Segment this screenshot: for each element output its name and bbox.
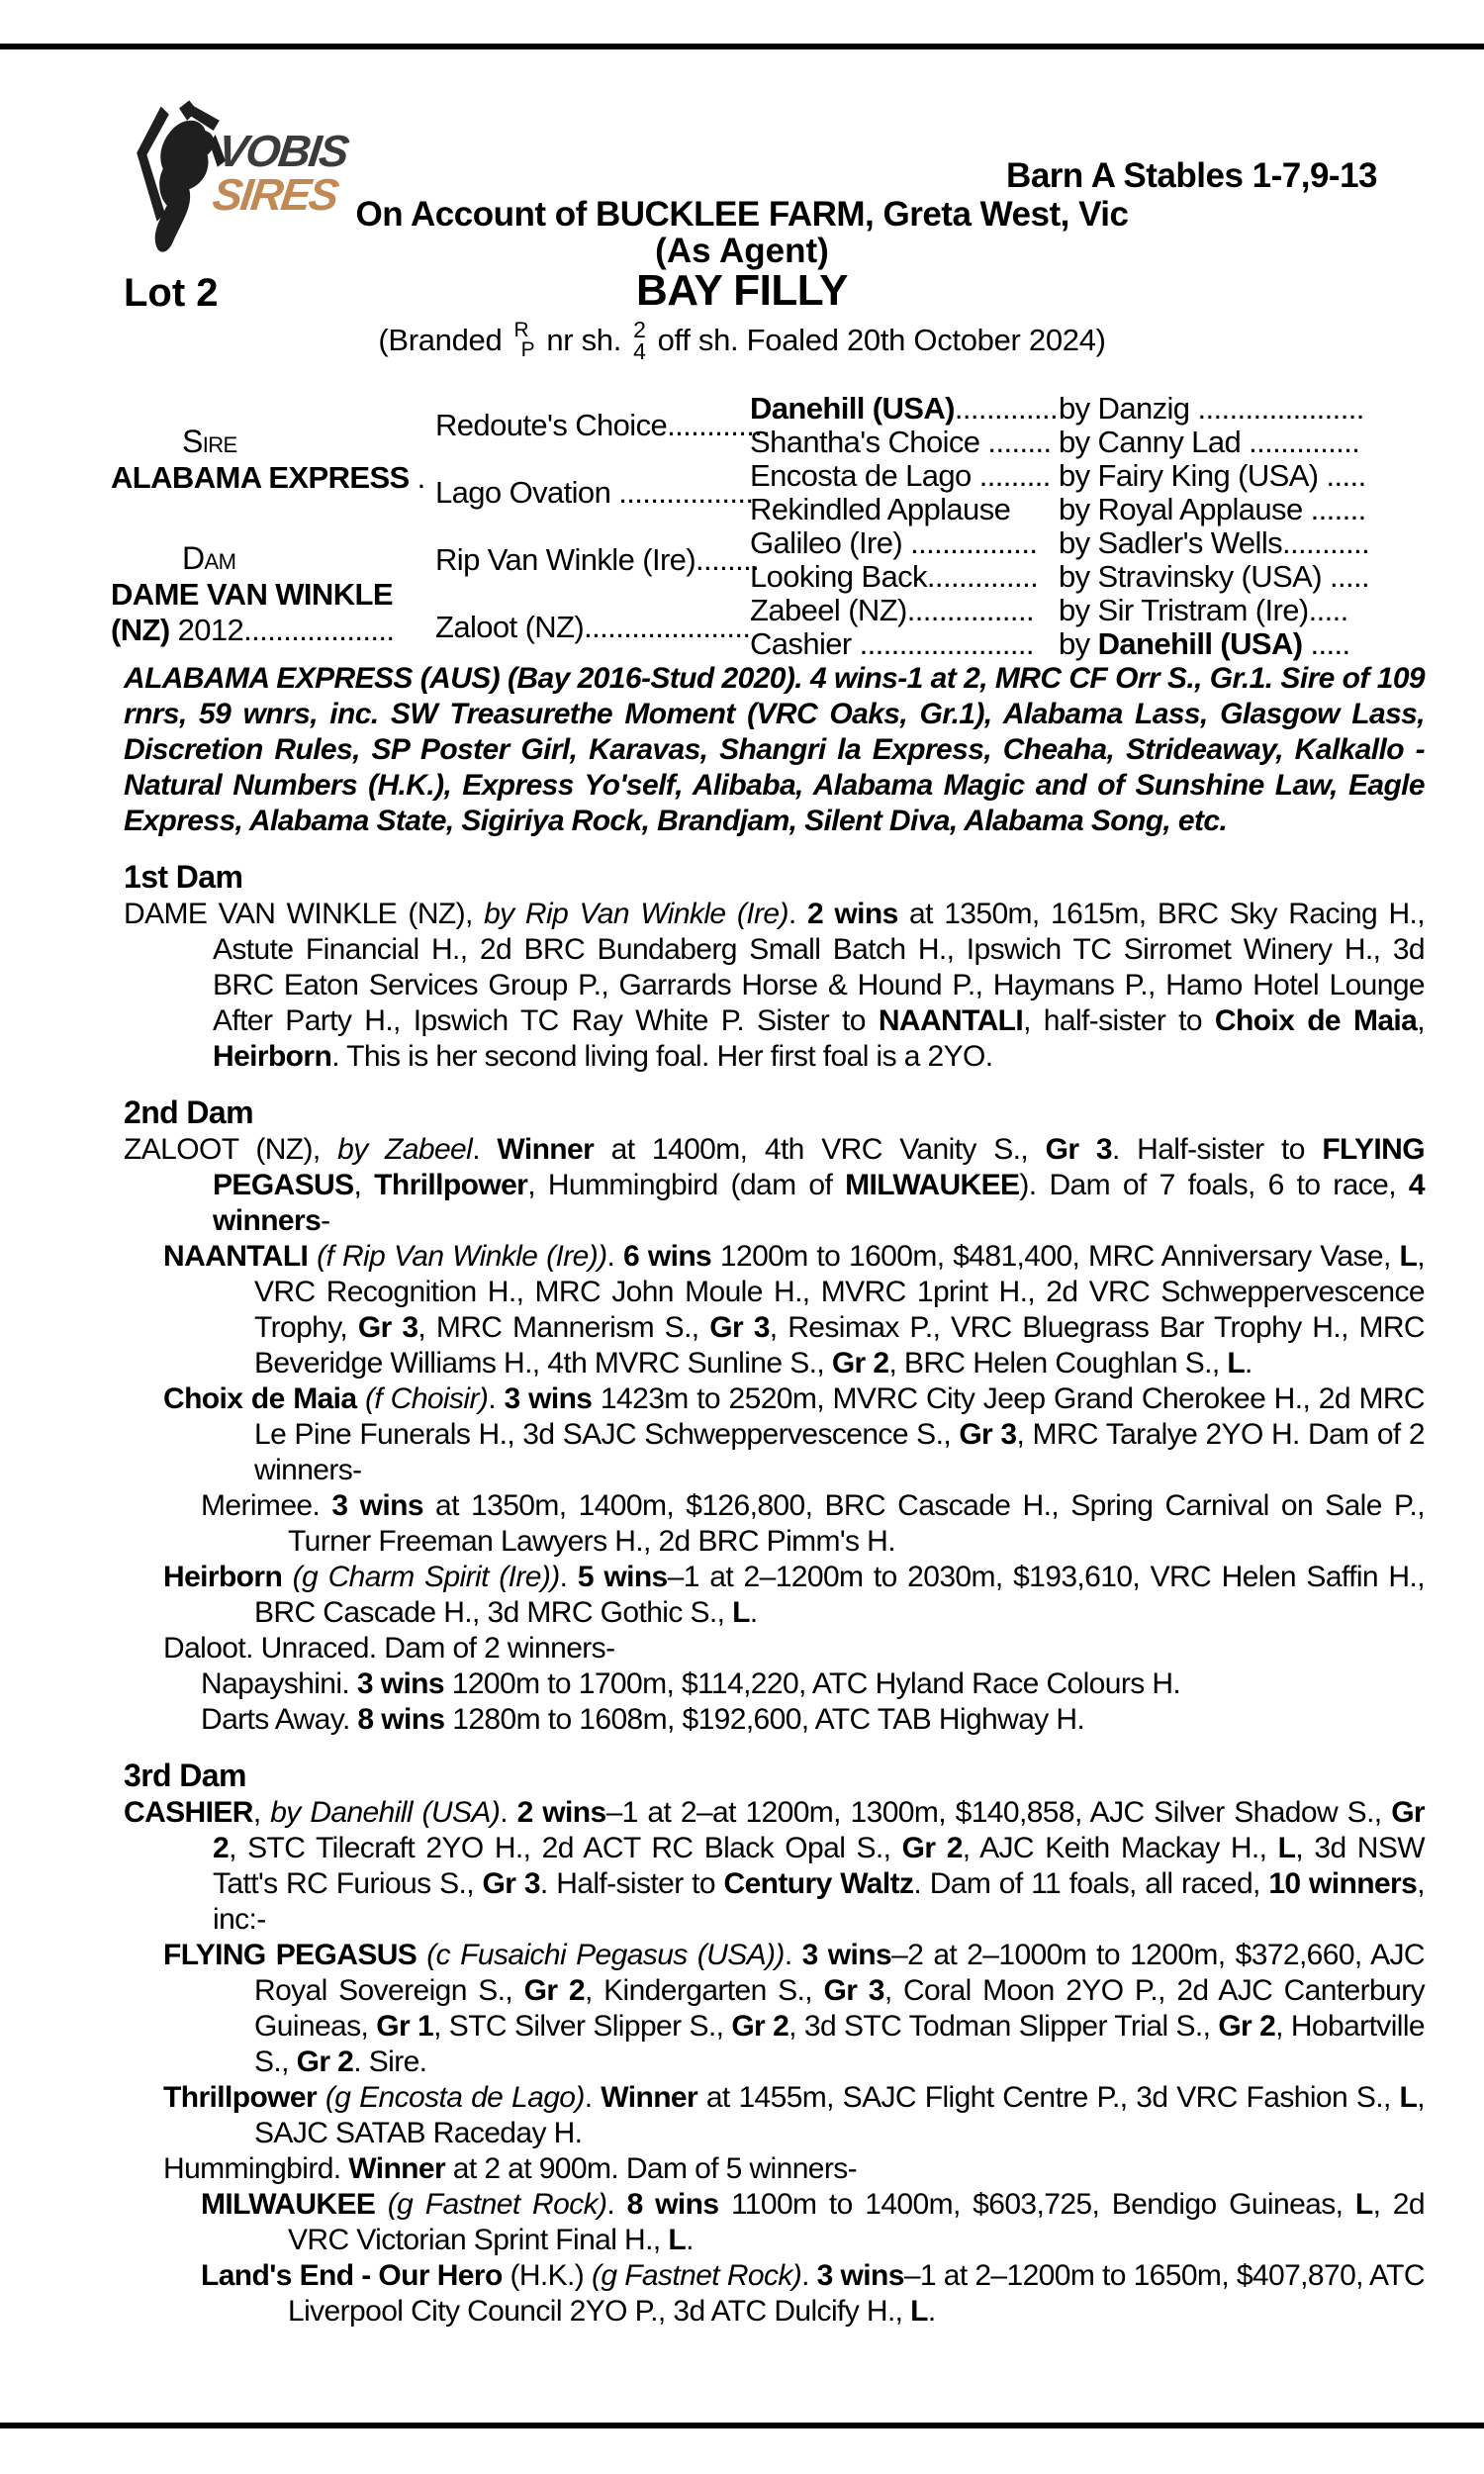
ancestor-name: Shantha's Choice ........ <box>750 425 1052 459</box>
second-dam-heading: 2nd Dam <box>124 1094 253 1130</box>
ancestor-name: Galileo (Ire) ................ <box>750 525 1038 560</box>
branding-line <box>0 319 1484 362</box>
ancestor-name: Encosta de Lago ......... <box>750 458 1051 493</box>
sire-block <box>111 424 435 496</box>
dam-entry-heirborn: Heirborn (g Charm Spirit (Ire)). 5 wins–1 at 2–1200m to 2030m, $193,610, VRC Helen Saffin H., BRC Cascade H., 3d MRC Gothic S., L. <box>163 1561 1425 1629</box>
ancestor-sire: by Danzig ..................... <box>1059 391 1364 426</box>
dam-entry-lands-end: Land's End - Our Hero (H.K.) (g Fastnet Rock). 3 wins–1 at 2–1200m to 1650m, $407,870, ATC Liverpool City Council 2YO P., 3d ATC Dulcify H., L. <box>201 2259 1425 2328</box>
barn-stables-line: Barn A Stables 1-7,9-13 <box>1006 156 1377 195</box>
dam-name: DAME VAN WINKLE <box>111 576 393 612</box>
top-rule <box>0 44 1484 49</box>
third-dam-heading: 3rd Dam <box>124 1758 246 1793</box>
ancestor-sire: by Danehill (USA) ..... <box>1059 626 1350 661</box>
ancestor-sire: by Sadler's Wells........... <box>1059 525 1370 560</box>
near-shoulder-label: nr sh. <box>546 323 622 357</box>
dam-entry-dame-van-winkle: DAME VAN WINKLE (NZ), by Rip Van Winkle (Ire). 2 wins at 1350m, 1615m, BRC Sky Racing H., Astute Financial H., 2d BRC Bundaberg Small Batch H., Ipswich TC Sirromet Winery H., 3d BRC Eaton Services Group P., Garrards Horse & Hound P., Haymans P., Hamo Hotel Lounge After Party H., Ipswich TC Ray White P. Sister to NAANTALI, half-sister to Choix de Maia, Heirborn. This is her second living foal. Her first foal is a 2YO. <box>124 898 1425 1073</box>
lot-number: Lot 2 <box>124 271 219 315</box>
dam-entry-zaloot: ZALOOT (NZ), by Zabeel. Winner at 1400m, 4th VRC Vanity S., Gr 3. Half-sister to FLYING PEGASUS, Thrillpower, Hummingbird (dam of MILWAUKEE). Dam of 7 foals, 6 to race, 4 winners- <box>124 1133 1425 1237</box>
dam-entry-flying-pegasus: FLYING PEGASUS (c Fusaichi Pegasus (USA)). 3 wins–2 at 2–1000m to 1200m, $372,660, AJC Royal Sovereign S., Gr 2, Kindergarten S., Gr 3, Coral Moon 2YO P., 2d AJC Canterbury Guineas, Gr 1, STC Silver Slipper S., Gr 2, 3d STC Todman Slipper Trial S., Gr 2, Hobartville S., Gr 2. Sire. <box>163 1939 1425 2078</box>
ancestor-name: Cashier ...................... <box>750 626 1034 661</box>
bottom-rule <box>0 2423 1484 2428</box>
as-agent-line: (As Agent) <box>655 232 829 270</box>
sire-description: ALABAMA EXPRESS (AUS) (Bay 2016-Stud 2020). 4 wins-1 at 2, MRC CF Orr S., Gr.1. Sire of 109 rnrs, 59 wnrs, inc. SW Treasurethe Moment (VRC Oaks, Gr.1), Alabama Lass, Glasgow Lass, Discretion Rules, SP Poster Girl, Karavas, Shangri la Express, Cheaha, Strideaway, Kalkallo - Natural Numbers (H.K.), Express Yo'self, Alibaba, Alabama Magic and of Sunshine Law, Eagle Express, Alabama State, Sigiriya Rock, Brandjam, Silent Diva, Alabama Song, etc. <box>124 662 1425 837</box>
dam-block <box>111 540 435 648</box>
sire-name: ALABAMA EXPRESS . <box>111 459 425 495</box>
first-dam-heading: 1st Dam <box>124 859 243 895</box>
grandsire: Redoute's Choice............. <box>435 408 771 442</box>
dam-entry-darts-away: Darts Away. 8 wins 1280m to 1608m, $192,600, ATC TAB Highway H. <box>201 1703 1085 1736</box>
foaled-date: off sh. Foaled 20th October 2024) <box>657 323 1106 357</box>
off-shoulder-brand: 2 4 <box>633 317 646 364</box>
ancestor-name: Rekindled Applause <box>750 492 1011 526</box>
dam-entry-hummingbird: Hummingbird. Winner at 2 at 900m. Dam of 5 winners- <box>163 2152 858 2185</box>
vendor-account-line: On Account of BUCKLEE FARM, Greta West, Vic <box>355 195 1129 234</box>
logo-word-sires: SIRES <box>210 169 340 220</box>
dam-label: Dam <box>182 539 236 576</box>
ancestor-sire: by Royal Applause ....... <box>1059 492 1366 526</box>
dam-entry-cashier: CASHIER, by Danehill (USA). 2 wins–1 at 2–at 1200m, 1300m, $140,858, AJC Silver Shadow S., Gr 2, STC Tilecraft 2YO H., 2d ACT RC Black Opal S., Gr 2, AJC Keith Mackay H., L, 3d NSW Tatt's RC Furious S., Gr 3. Half-sister to Century Waltz. Dam of 11 foals, all raced, 10 winners, inc:- <box>124 1796 1425 1936</box>
dam-entry-napayshini: Napayshini. 3 wins 1200m to 1700m, $114,220, ATC Hyland Race Colours H. <box>201 1667 1181 1700</box>
granddam: Lago Ovation ................. <box>435 475 754 510</box>
dam-entry-merimee: Merimee. 3 wins at 1350m, 1400m, $126,800, BRC Cascade H., Spring Carnival on Sale P., Turner Freeman Lawyers H., 2d BRC Pimm's H. <box>201 1489 1425 1558</box>
second-dam-name: Zaloot (NZ)..................... <box>435 610 751 644</box>
dam-name-line2: (NZ) 2012................... <box>111 612 395 647</box>
horse-title: BAY FILLY <box>636 266 848 315</box>
ancestor-name: Looking Back.............. <box>750 559 1039 594</box>
branding-prefix: (Branded <box>378 323 503 357</box>
ancestor-name: Danehill (USA)............. <box>750 391 1059 426</box>
pedigree-table <box>111 392 1427 661</box>
sire-label: Sire <box>182 423 237 459</box>
ancestor-sire: by Fairy King (USA) ..... <box>1059 458 1366 493</box>
dam-entry-daloot: Daloot. Unraced. Dam of 2 winners- <box>163 1632 615 1665</box>
dam-entry-choix-de-maia: Choix de Maia (f Choisir). 3 wins 1423m to 2520m, MVRC City Jeep Grand Cherokee H., 2d MRC Le Pine Funerals H., 3d SAJC Schweppervescence S., Gr 3, MRC Taralye 2YO H. Dam of 2 winners- <box>163 1382 1425 1486</box>
ancestor-sire: by Stravinsky (USA) ..... <box>1059 559 1370 594</box>
damsire: Rip Van Winkle (Ire)........ <box>435 542 760 577</box>
near-shoulder-brand: R P <box>513 319 535 361</box>
ancestor-name: Zabeel (NZ)................ <box>750 593 1034 627</box>
ancestor-sire: by Canny Lad .............. <box>1059 425 1360 459</box>
dam-entry-thrillpower: Thrillpower (g Encosta de Lago). Winner at 1455m, SAJC Flight Centre P., 3d VRC Fashion S., L, SAJC SATAB Raceday H. <box>163 2081 1425 2149</box>
catalogue-body <box>124 661 1425 2330</box>
dam-entry-naantali: NAANTALI (f Rip Van Winkle (Ire)). 6 wins 1200m to 1600m, $481,400, MRC Anniversary Vase, L, VRC Recognition H., MRC John Moule H., MVRC 1print H., 2d VRC Schweppervescence Trophy, Gr 3, MRC Mannerism S., Gr 3, Resimax P., VRC Bluegrass Bar Trophy H., MRC Beveridge Williams H., 4th MVRC Sunline S., Gr 2, BRC Helen Coughlan S., L. <box>163 1240 1425 1380</box>
dam-entry-milwaukee: MILWAUKEE (g Fastnet Rock). 8 wins 1100m to 1400m, $603,725, Bendigo Guineas, L, 2d VRC Victorian Sprint Final H., L. <box>201 2188 1425 2256</box>
logo-word-vobis: VOBIS <box>215 126 350 176</box>
ancestor-sire: by Sir Tristram (Ire)..... <box>1059 593 1348 627</box>
